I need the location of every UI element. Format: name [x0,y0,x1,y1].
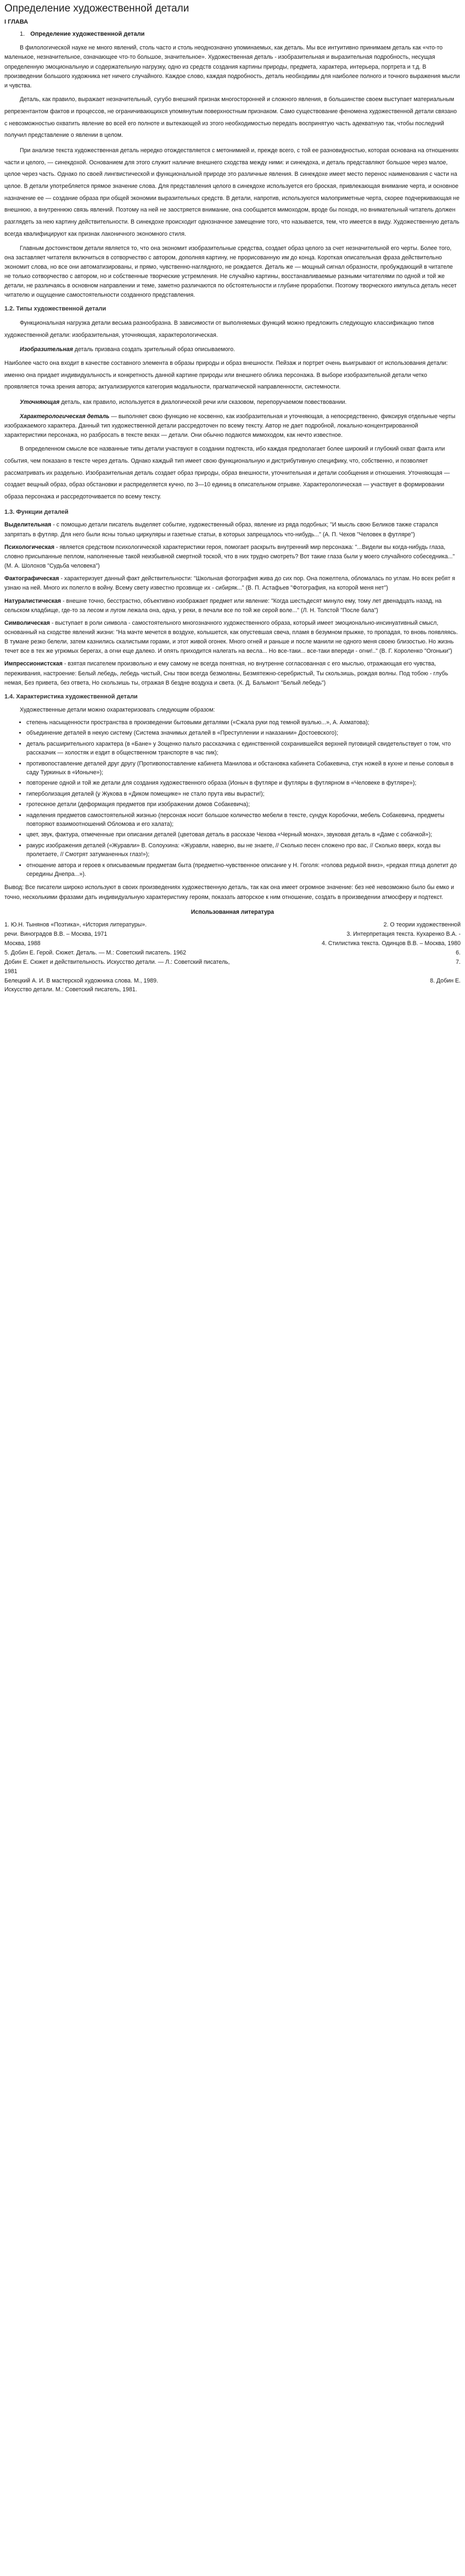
clarify-detail-text: деталь, как правило, используется в диалогической речи или сказовом, перепоручаемом повествовании. [61,398,347,406]
intro-paragraph-3: При анализе текста художественная деталь нередко отождествляется с метонимией и, прежде всего, с той ее разновидностью, которая основана на отношениях части и целого, — синекдохой. Основанием для этого служит наличие внешнего сходства между ними: и синекдоха, и деталь представляют большое через малое, целое через часть. Однако по своей лингвистической и функциональной природе это различные явления. В синекдохе имеет место перенос наименования с части на целое. В детали употребляется прямое значение слова. Для представления целого в синекдохе используется его броская, привлекающая внимание черта, и основное назначение ее — создание образа при общей экономии выразительных средств. В детали, напротив, используются малоприметные черта, скорее подчеркивающая не внешнюю, а внутреннюю связь явлений. Поэтому на ней не заостряется внимание, она сообщается мимоходом, вроде бы походя, но внимательный читатель должен разглядеть за нею картину действительности. В синекдохе происходит однозначное замещение того, что называется, тем, что имеется в виду. Художественную деталь всегда квалифицируют как признак лаконичного экономного стиля. [4,147,460,237]
function-item [4,520,461,539]
visual-detail-paragraph [4,345,461,354]
reference-right: 8. Добин Е. [430,977,461,984]
reference-right: 3. Интерпретация текста. Кухаренко В.А. - [346,930,461,937]
reference-row [4,920,461,930]
reference-left: Добин Е. Сюжет и действительность. Искусство детали. — Л.: Советский писатель, [4,958,230,965]
list-item: • гротескное детали (деформация предметов при изображении домов Собакевича); [26,800,461,809]
function-text: - является средством психологической характеристики героя, помогает раскрыть внутренний мир персонажа: "...Видели вы когда-нибудь глаза, словно присыпанные пеплом, наполненные такой неизбывной смертной тоской, что в них трудно смотреть? Вот такие глаза были у моего случайного собеседника..." (М. А. Шолохов "Судьба человека") [4,543,455,570]
reference-row [4,958,461,967]
character-detail-term: Характерологическая деталь [20,413,110,420]
list-item: • гиперболизация деталей (у Жукова в «Диком помещике» не стало прута ивы вырасти!); [26,790,461,798]
visual-detail-term: Изобразительная [20,346,73,353]
function-text: - внешне точно, бесстрастно, объективно изображает предмет или явление: "Когда шестьдесят минуло ему, тому лет двенадцать назад, на сельском кладбище, где-то за лесом и лугом лежала она, одна, у реки, в печали все по той же серой воле..." (Л. Н. Толстой "После бала") [4,597,442,614]
reference-right: 2. О теории художественной [383,921,461,928]
document-page [0,0,465,1002]
section-characteristics-heading: 1.4. Характеристика художественной детали [4,693,138,700]
function-item [4,543,461,571]
list-item: • объединение деталей в некую систему (Система значимых деталей в «Преступлении и наказании» Достоевского); [26,729,461,737]
list-item: • наделения предметов самостоятельной жизнью (персонаж носит большое количество мебели в тексте, сундук Коробочки, мебель Собакевича, предметы повторяют взаимоотношений Обломова и его халата); [26,811,461,829]
intro-paragraph-2: Деталь, как правило, выражает незначительный, сугубо внешний признак многосторонней и сложного явления, в большинстве своем выступает материальным репрезентантом фактов и процессов, не ограничивающихся упомянутым поверхностным признаком. Само существование феномена художественной детали связано с невозможностью охватить явление во всей его полноте и вытекающей из этого необходимостью передать воспринятую часть адекватную так, чтобы последний получил представление о явлении в целом. [4,96,457,139]
heading-number: 1. [20,30,25,37]
intro-paragraph-4: Главным достоинством детали является то, что она экономит изобразительные средства, создает образ целого за счет незначительной его черты. Более того, она заставляет читателя включиться в сотворчество с автором, дополняя картину, не прорисованную им до конца. Короткая описательная фраза действительно экономит слова, но все они автоматизированы, и прямо, чувственно-наглядного, не рождается. Деталь же — мощный сигнал образности, пробуждающий в читателе не только сотворчество с автором, но и собственные творческие устремления. Не случайно картины, восстанавливаемые разными читателями по одной и той же детали, не различаясь в основном направлении и теме, заметно различаются по обстоятельности и глубине проработки. Поэтому творческого импульса деталь несет читателю и ощущение самостоятельности созданного представления. [4,245,457,299]
reference-left: Белецкий А. И. В мастерской художника слова. М., 1989. [4,977,158,984]
function-item [4,597,461,615]
reference-row [4,930,461,939]
types-summary-paragraph: В определенном смысле все названные типы детали участвуют в создании подтекста, ибо каждая предполагает более широкий и глубокий охват факта или события, чем показано в тексте через деталь. Однако каждый тип имеет свою функциональную и дистрибутивную специфику, что, собственно, и позволяет рассматривать их раздельно. Изобразительная деталь создает образ природы, образ внешности, уточнительная и детали сообщения и отношения. Уточняющая — создает вещный образ, образ обстановки и распределяется кучно, по 3—10 единиц в описательном отрывке. Характерологическая — участвует в формировании образа персонажа и рассредоточивается по всему тексту. [4,446,450,500]
character-detail-paragraph [4,412,461,440]
reference-row [4,976,461,986]
types-intro-paragraph: Функциональная нагрузка детали весьма разнообразна. В зависимости от выполняемых функций можно предложить следующую классификацию типов художественной детали: изобразительная, уточняющая, характерологическая. [4,320,434,338]
function-term: Символическая [4,619,50,626]
function-term: Фактографическая [4,575,59,582]
function-term: Психологическая [4,543,55,551]
list-item: • деталь расширительного характера (в «Бане» у Зощенко пальто рассказчика с единственной сохранившейся верхней пуговицей свидетельствует о том, что рассказчик — холостяк и ездит в общественном транспорте в час пик); [26,740,461,758]
visual-detail-more: Наиболее часто она входит в качестве составного элемента в образы природы и образ внешности. Пейзаж и портрет очень выигрывают от использования детали: именно она придает индивидуальность и конкретность данной картине природы или внешнего облика персонажа. В выборе изобразительной детали четко проявляется точка зрения автора; актуализируются категория модальности, прагматической направленности, системности. [4,359,448,391]
clarify-detail-term: Уточняющая [20,398,60,406]
function-term: Натуралистическая [4,597,61,604]
references-title: Использованная литература [191,908,274,915]
reference-left: 5. Добин Е. Герой. Сюжет. Деталь. — М.: Советский писатель. 1962 [4,949,187,956]
reference-left: 1981 [4,968,18,975]
references-list [4,920,461,995]
conclusion-paragraph: Вывод: Все писатели широко используют в своих произведениях художественную деталь, так как она имеет огромное значение: без неё невозможно было бы емко и точно, несколькими фразами дать индивидуальную характеристику героям, показать авторское к ним отношение, создать в произведении атмосферу и подтекст. [4,884,455,901]
reference-right: 7. [456,958,461,965]
reference-left: Москва, 1988 [4,940,41,947]
heading-definition [20,30,461,40]
reference-left: Искусство детали. М.: Советский писатель, 1981. [4,986,137,993]
function-text: - характеризует данный факт действительности: "Школьная фотография жива до сих пор. Она пожелтела, обломалась по углам. Но всех ребят я узнаю на ней. Много их полегло в войну. Всему свету известно прозвище их - сибиряк..." (В. П. Астафьев "Фотография, на которой меня нет") [4,575,456,592]
visual-detail-text: деталь призвана создать зрительный образ описываемого. [74,346,236,353]
section-types-heading: 1.2. Типы художественной детали [4,306,107,313]
character-detail-text: — выполняет свою функцию не косвенно, как изобразительная и уточняющая, а непосредственно, фиксируя отдельные черты изображаемого характера. Данный тип художественной детали рассредоточен по всему тексту. Автор не дает подробной, локально-концентрированной характеристики персонажа, но разбросать в тексте вехах — детали. Они обычно подаются мимоходом, как нечто известное. [4,413,456,438]
function-item [4,574,461,593]
list-item: • отношение автора и героев к описываемым предметам бытa (предметно-чувственное описание у Н. Гоголя: «голова редькой вниз», «редкая птица долетит до середины Днепра...»). [26,861,461,879]
function-text: - с помощью детали писатель выделяет событие, художественный образ, явление из ряда подобных; "И мысль свою Беликов также старался запрятать в футляр. Для него были ясны только циркуляры и газетные статьи, в которых запрещалось что-нибудь..." (А. П. Чехов "Человек в футляре") [4,521,438,538]
characteristics-list [4,718,461,879]
reference-right: 6. [456,949,461,956]
function-term: Выделительная [4,521,52,529]
function-text: - взятая писателем произвольно и ему самому не всегда понятная, но внутренне согласованная с его мыслью, отражающая его чувства, переживания, настроение: Белый лебедь, лебедь чистый, Сны твои всегда безмолвны, Безмятежно-серебристый, Ты скользишь, рождая волны. Под тобою - глубь немая, Без привета, без ответа, Но скользишь ты, отражая В бездне воздуха и света. (К. Д. Бальмонт "Белый лебедь") [4,660,449,686]
heading-text: Определение художественной детали [30,30,145,37]
reference-row [4,948,461,958]
chapter-label: I ГЛАВА [4,18,29,25]
function-item [4,659,461,687]
list-item: • цвет, звук, фактура, отмеченные при описании деталей (цветовая деталь в рассказе Чехова «Черный монах», звуковая деталь в «Даме с собачкой»); [26,830,461,839]
reference-row [4,967,461,976]
list-item: • повторение одной и той же детали для создания художественного образа (Ионыч в футляре и футляры в футлярном в «Человеке в футляре»); [26,779,461,787]
list-item: • противопоставление деталей друг другу (Противопоставление кабинета Манилова и обстановка кабинета Собакевича, стук ножей в кухне и пенье соловья в саду Туркиных в «Ионыче»); [26,759,461,778]
reference-row [4,939,461,948]
function-term: Импрессионистская [4,660,63,668]
list-item: • ракурс изображения деталей («Журавли» В. Солоухина: «Журавли, наверно, вы не знаете, // Сколько песен сложено про вас, // Сколько вверх, когда вы пролетаете, // Смотрят затуманенных глаз!»); [26,841,461,859]
characteristics-intro: Художественные детали можно охарактеризовать следующим образом: [20,706,215,713]
intro-paragraph-1: В филологической науке не много явлений, столь часто и столь неоднозначно упоминаемых, как деталь. Мы все интуитивно принимаем деталь как «что-то маленькое, незначительное, означающее что-то большое, значительное». Художественная деталь - изобразительная и выразительная подробность, несущая определенную эмоциональную и содержательную нагрузку, одно из средств создания картины природы, предмета, характера, интерьера, портрета и т.д. В произведении большого художника нет ничего случайного. Каждое слово, каждая подробность, деталь необходимы для наиболее полного и точного выражения мысли и чувства. [4,45,460,89]
reference-left: 1. Ю.Н. Тынянов «Поэтика», «История литературы». [4,921,147,928]
list-item: • степень насыщенности пространства в произведении бытовыми деталями («Сжала руки под темной вуалью...», А. Ахматова); [26,718,461,727]
clarify-detail-paragraph [4,397,461,409]
document-title: Определение художественной детали [4,3,189,14]
reference-row [4,985,461,995]
function-item [4,619,461,657]
function-text: - выступает в роли символа - самостоятельного многозначного художественного образа, который имеет эмоционально-инсинуативный смысл, основанный на сходстве явлений жизни: "На мачте мечется в воздухе, колышется, как опустевшая свеча, пламя в безумном прыжке, то пропадая, то вновь появляясь. В тумане резко белели, затем казнились скалистыми горами, и этот живой огонек. Много огней и раньше и после манили не одного меня своею близостью. Но жизнь течет все в тех же угрюмых берегах, а огни еще далеко. И опять приходится налегать на весла... Но все-таки... все-таки впереди - огни!.." (В. Г. Короленко "Огоньки") [4,619,458,655]
reference-left: речи. Виноградов В.В. – Москва, 1971 [4,930,108,937]
section-functions-heading: 1.3. Функции деталей [4,508,69,515]
reference-right: 4. Стилистика текста. Одинцов В.В. – Москва, 1980 [321,940,461,947]
